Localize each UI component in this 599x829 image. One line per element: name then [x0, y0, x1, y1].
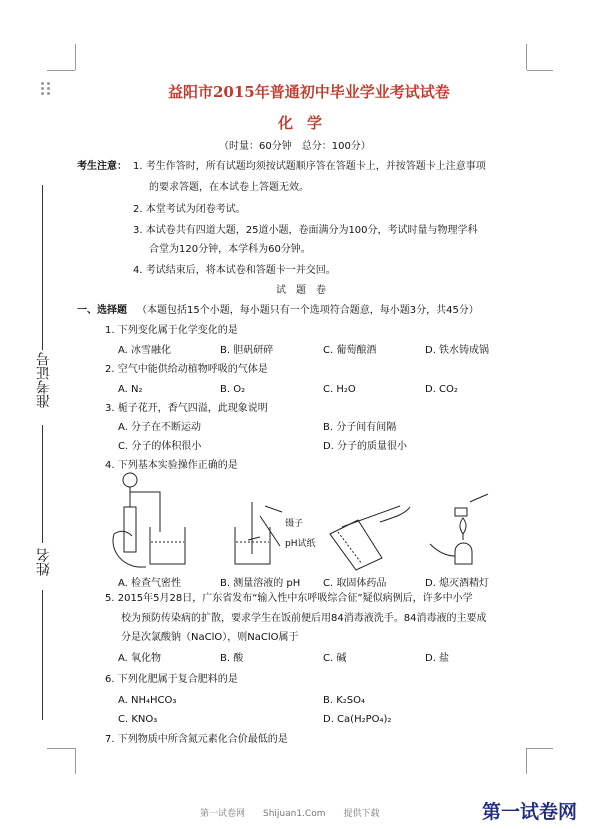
option: B. 胆矾研碎: [220, 345, 274, 356]
notice-item: 4. 考试结束后，将本试卷和答题卡一并交回。: [133, 265, 336, 276]
question-line: 校为预防传染病的扩散，要求学生在饭前便后用84消毒液洗手。84消毒液的主要成: [121, 613, 487, 624]
page-title: 益阳市2015年普通初中毕业学业考试试卷: [168, 83, 450, 101]
option: A. 检查气密性: [118, 578, 182, 589]
crop-mark: [527, 70, 553, 71]
crop-mark: [526, 44, 527, 70]
option: D. 熄灭酒精灯: [425, 578, 490, 589]
alcohol-lamp-apparatus: [430, 494, 488, 564]
notice-label: 考生注意：: [77, 161, 127, 172]
binding-line: [42, 590, 43, 720]
section1-label: 一、选择题: [77, 305, 127, 316]
binding-line: [42, 425, 43, 543]
apparatus-figure: [110, 472, 490, 572]
question-stem: 2. 空气中能供给动植物呼吸的气体是: [105, 364, 268, 375]
option: C. 葡萄酿酒: [323, 345, 377, 356]
question-line: 5. 2015年5月28日，广东省发布“输入性中东呼吸综合征”疑似病例后，许多中小学: [105, 593, 473, 604]
crop-mark: [526, 748, 527, 774]
question-stem: 1. 下列变化属于化学变化的是: [105, 325, 238, 336]
option: A. 分子在不断运动: [118, 422, 202, 433]
option: A. 冰雪融化: [118, 345, 172, 356]
crop-mark: [75, 44, 76, 70]
notice-item: 合堂为120分钟，本学科为60分钟。: [149, 244, 311, 255]
option: C. 取固体药品: [323, 578, 387, 589]
option: C. H₂O: [323, 384, 356, 395]
crop-mark: [75, 748, 76, 774]
drag-handle-icon[interactable]: [41, 82, 53, 96]
footer-text: 第一试卷网 Shijuan1.Com 提供下载: [200, 809, 380, 819]
subject-title: 化学: [278, 114, 337, 132]
option: B. 测量溶液的 pH: [220, 578, 301, 589]
notice-item: 2. 本堂考试为闭卷考试。: [133, 204, 246, 215]
question-stem: 6. 下列化肥属于复合肥料的是: [105, 674, 238, 685]
option: D. 盐: [425, 653, 450, 664]
crop-mark: [527, 748, 553, 749]
name-label: 姓名: [36, 548, 52, 576]
question-stem: 4. 下列基本实验操作正确的是: [105, 460, 238, 471]
question-stem: 7. 下列物质中所含氮元素化合价最低的是: [105, 734, 288, 745]
tweezers-label: 镊子: [285, 519, 304, 529]
option: D. 铁水铸成锅: [425, 345, 490, 356]
section-title: 试 题 卷: [276, 285, 326, 296]
crop-mark: [47, 748, 75, 749]
option: D. CO₂: [425, 384, 458, 395]
crop-mark: [47, 70, 75, 71]
notice-item: 3. 本试卷共有四道大题，25道小题，卷面满分为100分，考试时量与物理学科: [133, 225, 478, 236]
question-stem: 3. 栀子花开，香气四溢，此现象说明: [105, 403, 268, 414]
notice-item: 1. 考生作答时，所有试题均须按试题顺序答在答题卡上，并按答题卡上注意事项: [133, 161, 486, 172]
airtightness-apparatus: [113, 473, 185, 567]
option: A. N₂: [118, 384, 143, 395]
exam-id-label: 准考证号: [36, 352, 52, 408]
option: C. 碱: [323, 653, 347, 664]
option: C. 分子的体积很小: [118, 441, 202, 452]
option: D. Ca(H₂PO₄)₂: [323, 714, 392, 725]
option: A. NH₄HCO₃: [118, 695, 177, 706]
ph-test-apparatus: [235, 502, 282, 564]
time-info: （时量：60分钟 总分：100分）: [219, 141, 371, 152]
ph-paper-label: pH试纸: [285, 539, 316, 549]
question-line: 分是次氯酸钠（NaClO），则NaClO属于: [121, 632, 299, 643]
section1-desc: （本题包括15个小题，每小题只有一个选项符合题意，每小题3分，共45分）: [137, 305, 479, 316]
option: B. 酸: [220, 653, 244, 664]
brand-logo-text[interactable]: 第一试卷网: [482, 801, 578, 823]
option: C. KNO₃: [118, 714, 158, 725]
notice-item: 的要求答题，在本试卷上答题无效。: [149, 182, 309, 193]
option: B. 分子间有间隔: [323, 422, 397, 433]
option: D. 分子的质量很小: [323, 441, 408, 452]
binding-line: [42, 185, 43, 350]
option: A. 氧化物: [118, 653, 162, 664]
option: B. O₂: [220, 384, 246, 395]
option: B. K₂SO₄: [323, 695, 366, 706]
solid-sampling-apparatus: [330, 506, 410, 570]
